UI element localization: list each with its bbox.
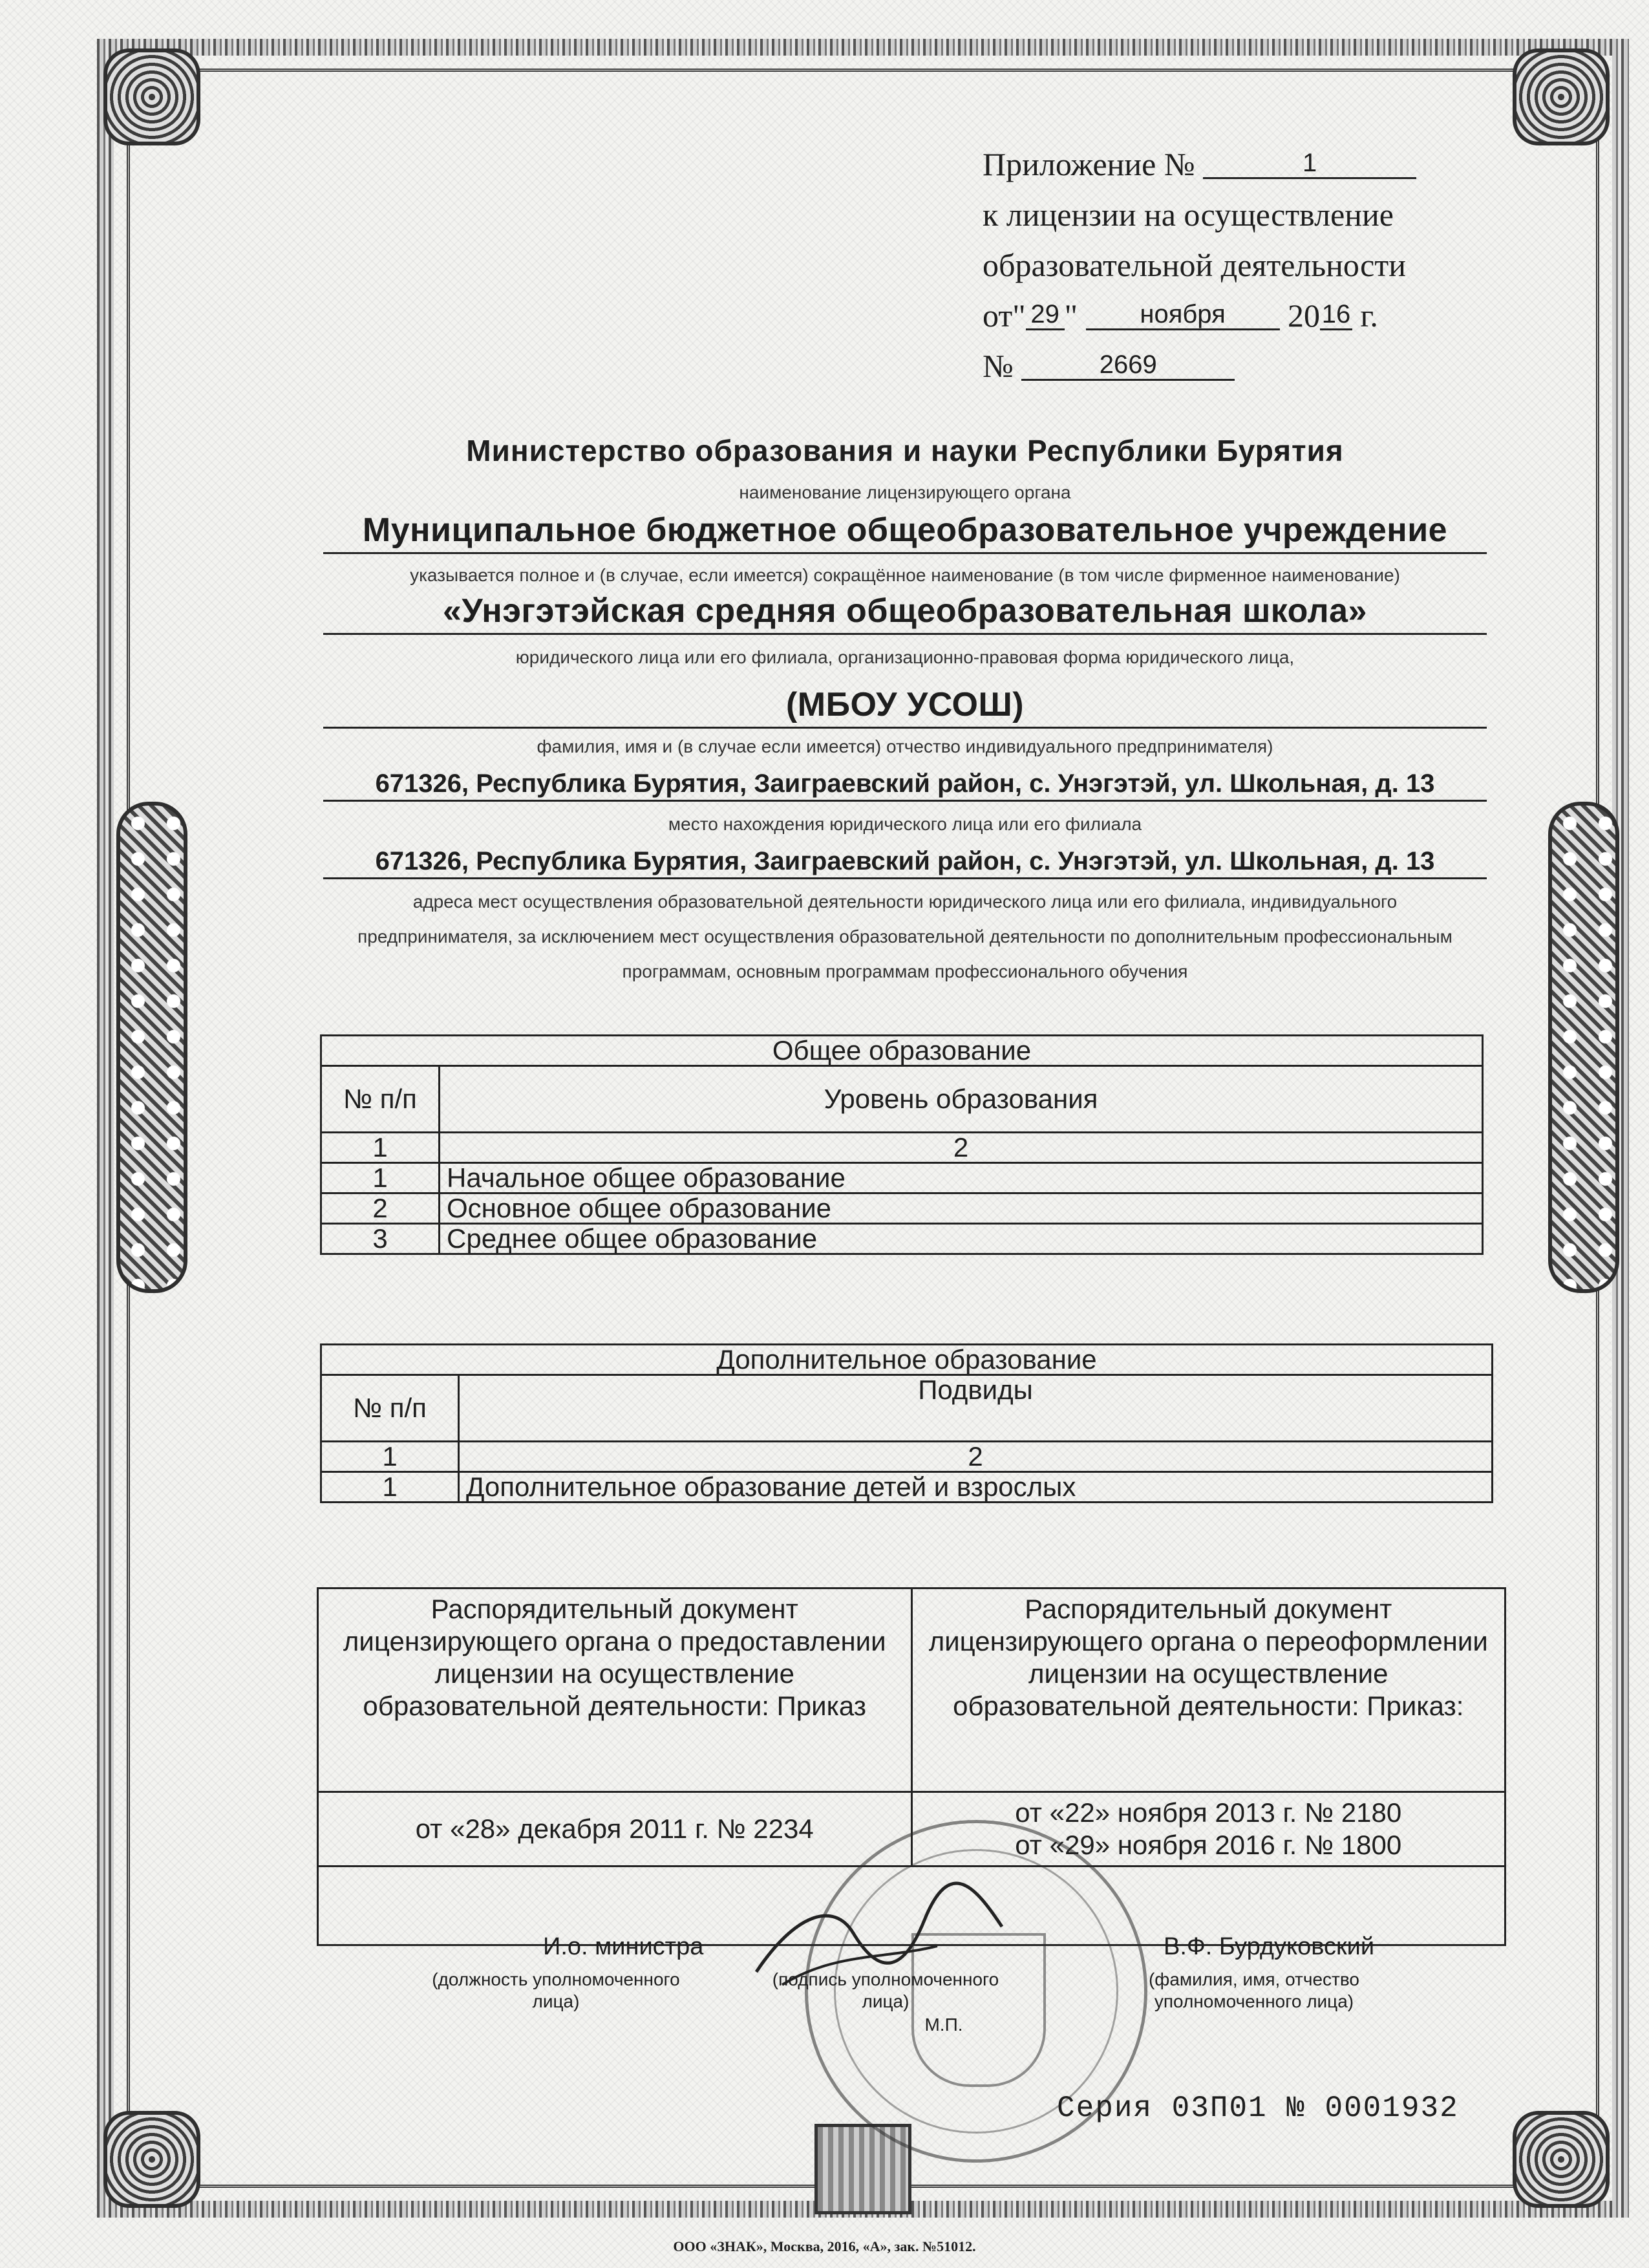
row-level: Основное общее образование	[440, 1193, 1483, 1224]
index-cell: 1	[321, 1442, 459, 1472]
licensee-school-name: «Унэгэтэйская средняя общеобразовательная школа»	[323, 592, 1487, 635]
appendix-label: Приложение №	[983, 146, 1195, 182]
date-year-suffix: 16	[1320, 300, 1352, 330]
licensee-address: 671326, Республика Бурятия, Заиграевский район, с. Унэгэтэй, ул. Школьная, д. 13	[323, 769, 1487, 802]
licensee-line-1	[323, 511, 1487, 554]
index-cell: 1	[321, 1133, 440, 1163]
table-row	[321, 1193, 1483, 1224]
appendix-line-3: образовательной деятельности	[983, 247, 1406, 283]
table-header-row	[321, 1375, 1493, 1442]
licensee-line-2	[323, 592, 1487, 635]
grant-order-value: от «28» декабря 2011 г. № 2234	[318, 1792, 912, 1867]
appendix-date-line	[983, 290, 1448, 341]
appendix-number: 1	[1203, 149, 1416, 179]
col-sub-header: Подвиды	[459, 1375, 1493, 1442]
table-title-row	[321, 1345, 1493, 1375]
table-row	[321, 1163, 1483, 1193]
row-number: 1	[321, 1163, 440, 1193]
date-year-prefix: 20	[1288, 297, 1321, 334]
col-num-header: № п/п	[321, 1066, 440, 1133]
side-ornament-icon	[116, 802, 187, 1293]
reissue-order-1: от «22» ноября 2013 г. № 2180	[1015, 1797, 1402, 1828]
authority-caption: наименование лицензирующего органа	[739, 482, 1071, 502]
additional-education-table	[320, 1343, 1493, 1503]
table-title-row	[321, 1036, 1483, 1066]
licensee-caption-3: фамилия, имя и (в случае если имеется) отчество индивидуального предпринимателя)	[537, 736, 1273, 756]
appendix-license-number-line	[983, 341, 1448, 391]
date-day: 29	[1026, 300, 1065, 330]
authority-name-text: Министерство образования и науки Республики Бурятия	[466, 434, 1344, 467]
license-number-label: №	[983, 348, 1014, 384]
licensee-caption-1: указывается полное и (в случае, если имеется) сокращённое наименование (в том числе фирменное наименование)	[410, 565, 1400, 585]
date-from-label: от	[983, 297, 1013, 334]
licensee-address-line	[323, 769, 1487, 802]
date-month: ноября	[1086, 300, 1280, 330]
date-open-quote: "	[1012, 297, 1026, 334]
date-year-unit: г.	[1360, 297, 1378, 334]
activity-address: 671326, Республика Бурятия, Заиграевский район, с. Унэгэтэй, ул. Школьная, д. 13	[323, 847, 1487, 879]
index-cell: 2	[459, 1442, 1493, 1472]
date-close-quote: "	[1064, 297, 1078, 334]
row-number: 2	[321, 1193, 440, 1224]
row-number: 3	[321, 1224, 440, 1254]
table-row	[321, 1224, 1483, 1254]
activity-caption-3: программам, основным программам профессионального обучения	[622, 961, 1188, 981]
activity-address-line	[323, 847, 1487, 879]
side-ornament-icon	[1548, 802, 1619, 1293]
row-subtype: Дополнительное образование детей и взрослых	[459, 1472, 1493, 1503]
table-index-row	[321, 1133, 1483, 1163]
signer-name-caption: (фамилия, имя, отчество уполномоченного лица)	[1148, 1969, 1360, 2011]
signer-position-caption: (должность уполномоченного лица)	[432, 1969, 680, 2011]
appendix-line-2: к лицензии на осуществление	[983, 197, 1394, 233]
licensee-line-3	[323, 685, 1487, 729]
license-number: 2669	[1021, 350, 1235, 381]
appendix-header	[983, 139, 1448, 391]
printer-imprint: ООО «ЗНАК», Москва, 2016, «А», зак. №51012.	[673, 2238, 976, 2254]
general-education-title: Общее образование	[321, 1036, 1483, 1066]
row-level: Начальное общее образование	[440, 1163, 1483, 1193]
activity-caption-1: адреса мест осуществления образовательной деятельности юридического лица или его филиала, индивидуального	[412, 892, 1398, 912]
col-level-header: Уровень образования	[440, 1066, 1483, 1133]
activity-caption-2: предпринимателя, за исключением мест осуществления образовательной деятельности по дополнительным профессиональным	[357, 926, 1452, 947]
licensee-full-name: Муниципальное бюджетное общеобразовательное учреждение	[323, 511, 1487, 554]
index-cell: 2	[440, 1133, 1483, 1163]
table-index-row	[321, 1442, 1493, 1472]
table-row	[321, 1472, 1493, 1503]
address-caption: место нахождения юридического лица или его филиала	[668, 814, 1142, 834]
appendix-number-line	[983, 139, 1448, 189]
form-series-number: Серия 03П01 № 0001932	[1057, 2091, 1459, 2125]
signer-position: И.о. министра	[543, 1933, 704, 1960]
stamp-place-label: М.П.	[924, 2015, 963, 2035]
table-header-row	[321, 1066, 1483, 1133]
authority-name	[323, 433, 1487, 468]
corner-ornament-icon	[103, 48, 200, 145]
reissue-order-2: от «29» ноября 2016 г. № 1800	[1015, 1830, 1402, 1860]
corner-ornament-icon	[1513, 48, 1610, 145]
col-num-header: № п/п	[321, 1375, 459, 1442]
orders-header-row	[318, 1589, 1505, 1792]
corner-ornament-icon	[103, 2111, 200, 2208]
additional-education-title: Дополнительное образование	[321, 1345, 1493, 1375]
row-number: 1	[321, 1472, 459, 1503]
licensee-short-name: (МБОУ УСОШ)	[323, 685, 1487, 729]
row-level: Среднее общее образование	[440, 1224, 1483, 1254]
corner-ornament-icon	[1513, 2111, 1610, 2208]
general-education-table	[320, 1034, 1484, 1255]
reissue-order-header: Распорядительный документ лицензирующего органа о переоформлении лицензии на осуществление образовательной деятельности: Приказ:	[911, 1589, 1505, 1792]
licensee-caption-2: юридического лица или его филиала, организационно-правовая форма юридического лица,	[515, 647, 1295, 667]
grant-order-header: Распорядительный документ лицензирующего органа о предоставлении лицензии на осуществление образовательной деятельности: Приказ	[318, 1589, 912, 1792]
signature-caption: (подпись уполномоченного лица)	[772, 1969, 999, 2011]
signer-name: В.Ф. Бурдуковский	[1164, 1933, 1375, 1960]
